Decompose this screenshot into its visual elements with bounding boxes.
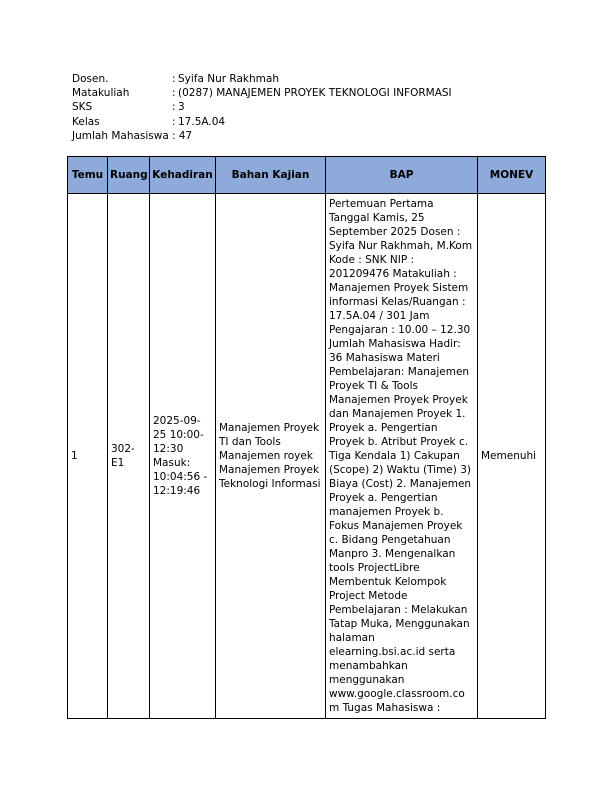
jumlah-value: 47 bbox=[178, 129, 193, 142]
matakuliah-label: Matakuliah bbox=[72, 87, 130, 100]
dosen-label: Dosen. bbox=[72, 73, 109, 85]
separator: : bbox=[172, 87, 176, 100]
table-header-row bbox=[68, 157, 546, 194]
cell-kehadiran: 2025-09-25 10:00-12:30 Masuk: 10:04:56 - 12:19:46 bbox=[150, 194, 216, 719]
col-ruang: Ruang bbox=[108, 157, 150, 194]
col-bahan-kajian: Bahan Kajian bbox=[216, 157, 326, 194]
col-kehadiran: Kehadiran bbox=[150, 157, 216, 194]
course-info bbox=[72, 72, 452, 143]
cell-monev: Memenuhi bbox=[478, 194, 546, 719]
separator: : bbox=[172, 129, 176, 142]
col-bap: BAP bbox=[326, 157, 478, 194]
jumlah-label: Jumlah Mahasiswa bbox=[72, 129, 169, 142]
cell-temu: 1 bbox=[68, 194, 108, 719]
info-row-matakuliah bbox=[72, 86, 452, 100]
cell-bahan-kajian: Manajemen Proyek TI dan Tools Manajemen royek Manajemen Proyek Teknologi Informasi bbox=[216, 194, 326, 719]
info-row-sks bbox=[72, 100, 192, 114]
kelas-label: Kelas bbox=[72, 115, 100, 128]
sks-label: SKS bbox=[72, 101, 93, 114]
cell-ruang: 302-E1 bbox=[108, 194, 150, 719]
info-row-kelas bbox=[72, 115, 226, 129]
cell-bap: Pertemuan Pertama Tanggal Kamis, 25 September 2025 Dosen : Syifa Nur Rakhmah, M.Kom Kode : SNK NIP : 201209476 Matakuliah : Manajemen Proyek Sistem informasi Kelas/Ruangan : 17.5A.04 / 301 Jam Pengajaran : 10.00 – 12.30 Jumlah Mahasiswa Hadir: 36 Mahasiswa Materi Pembelajaran: Manajemen Proyek TI & Tools Manajemen Proyek Proyek dan Manajemen Proyek 1. Proyek a. Pengertian Proyek b. Atribut Proyek c. Tiga Kendala 1) Cakupan (Scope) 2) Waktu (Time) 3) Biaya (Cost) 2. Manajemen Proyek a. Pengertian manajemen Proyek b. Fokus Manajemen Proyek c. Bidang Pengetahuan Manpro 3. Mengenalkan tools ProjectLibre Membentuk Kelompok Project Metode Pembelajaran : Melakukan Tatap Muka, Menggunakan halaman elearning.bsi.ac.id serta menambahkan menggunakan www.google.classroom.com Tugas Mahasiswa : bbox=[326, 194, 478, 719]
kelas-value: 17.5A.04 bbox=[178, 115, 226, 128]
table-row bbox=[68, 194, 546, 719]
separator: : bbox=[172, 73, 176, 85]
separator: : bbox=[172, 101, 176, 114]
separator: : bbox=[172, 115, 176, 128]
col-temu: Temu bbox=[68, 157, 108, 194]
dosen-value: Syifa Nur Rakhmah bbox=[178, 73, 279, 85]
matakuliah-value: (0287) MANAJEMEN PROYEK TEKNOLOGI INFORMASI bbox=[178, 87, 452, 100]
attendance-table bbox=[67, 156, 546, 719]
info-row-jumlah bbox=[72, 129, 192, 143]
info-row-dosen bbox=[72, 72, 279, 86]
sks-value: 3 bbox=[178, 101, 185, 114]
col-monev: MONEV bbox=[478, 157, 546, 194]
